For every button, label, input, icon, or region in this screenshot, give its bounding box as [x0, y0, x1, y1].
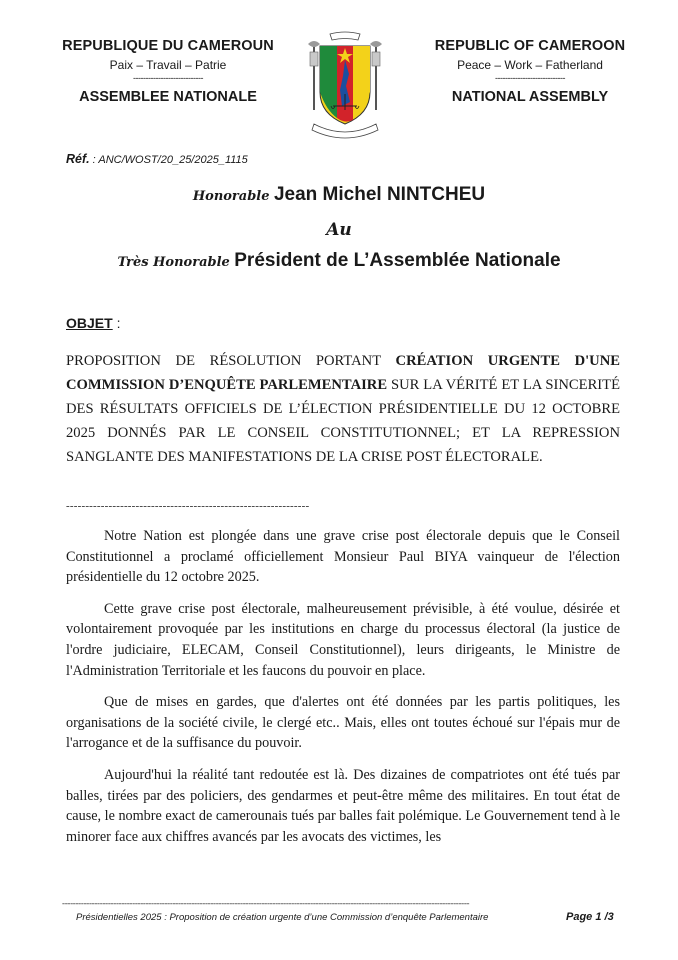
reference-line: [66, 152, 248, 166]
reference-label: Réf.: [66, 152, 90, 166]
recipient-title: Très Honorable: [117, 255, 230, 270]
header-right-country: REPUBLIC OF CAMEROON: [434, 38, 626, 54]
body-paragraph-3: Que de mises en gardes, que d'alertes ont été données par les partis politiques, les organisations de la société civile, le clergé etc.. Mais, elles ont toutes échoué sur l'épais mur de l'arrogance et de la suffisance du pouvoir.: [66, 694, 620, 752]
proposal-divider: ---------------------------------------------------------------: [66, 500, 310, 512]
footer-divider: -------------------------------------------------------------------------------------------------------------------------------------------------------: [62, 898, 470, 908]
proposal-part1: PROPOSITION DE RÉSOLUTION PORTANT: [66, 353, 396, 369]
sender-line: [0, 184, 678, 206]
to-line: [0, 220, 678, 240]
header-right-motto: Peace – Work – Fatherland: [457, 58, 603, 72]
coat-of-arms-seal: [300, 30, 390, 142]
recipient-name: Président de L’Assemblée Nationale: [234, 250, 561, 271]
proposal-bold: CRÉATION URGENTE D'UNE COMMISSION D’ENQUÊTE PARLEMENTAIRE: [66, 353, 620, 393]
recipient-line: [0, 250, 678, 272]
proposal-text: [66, 349, 620, 469]
body-text: [66, 526, 620, 858]
header-left-institution: ASSEMBLEE NATIONALE: [79, 89, 257, 105]
sender-name: Jean Michel NINTCHEU: [273, 184, 486, 205]
proposal-part2: SUR LA VÉRITÉ ET LA SINCERITÉ DES RÉSULTATS OFFICIELS DE L’ÉLECTION PRÉSIDENTIELLE DU 12 OCTOBRE 2025 DONNÉS PAR LE CONSEIL CONSTITUTIONNEL; ET LA REPRESSION SANGLANTE DES MANIFESTATIONS DE LA CRISE POST ÉLECTORALE.: [66, 377, 620, 465]
header-left-divider: ----------------------------: [133, 73, 203, 83]
to-word: Au: [326, 220, 352, 240]
objet-colon: :: [112, 315, 121, 331]
objet-label: OBJET: [66, 315, 113, 331]
body-paragraph-1: Notre Nation est plongée dans une grave crise post électorale depuis que le Conseil Constitutionnel a proclamé officiellement Monsieur Paul BIYA vainqueur de l'élection présidentielle du 12 octobre 2025.: [66, 528, 620, 586]
body-paragraph-2: Cette grave crise post électorale, malheureusement prévisible, à été voulue, désirée et volontairement provoquée par les institutions en charge du processus électoral (la justice de l'ordre judiciaire, ELECAM, Conseil Constitutionnel), leurs dirigeants, le Ministre de l'Administration Territoriale et les faucons du pouvoir en place.: [66, 600, 620, 679]
sender-title: Honorable: [192, 189, 270, 204]
header-right-institution: NATIONAL ASSEMBLY: [451, 89, 609, 105]
header-left-motto: Paix – Travail – Patrie: [109, 58, 227, 72]
objet-heading: [66, 315, 120, 331]
header-left: [38, 38, 298, 105]
header-right-divider: ----------------------------: [495, 73, 565, 83]
footer-title: Présidentielles 2025 : Proposition de création urgente d’une Commission d’enquête Parlementaire: [76, 912, 489, 923]
page-number: Page 1 /3: [566, 911, 614, 923]
header-right: [400, 38, 660, 105]
body-paragraph-4: Aujourd'hui la réalité tant redoutée est là. Des dizaines de compatriotes ont été tués par balles, tirées par des policiers, des gendarmes et peut-être même des militaires. En tout état de cause, le nombre exact de camerounais tués par balles fait polémique. Le Gouvernement tend à le minorer face aux chiffres avancés par les avocats des victimes, les: [66, 766, 620, 845]
reference-value: : ANC/WOST/20_25/2025_1115: [89, 154, 248, 166]
header-left-country: REPUBLIQUE DU CAMEROUN: [62, 38, 274, 54]
